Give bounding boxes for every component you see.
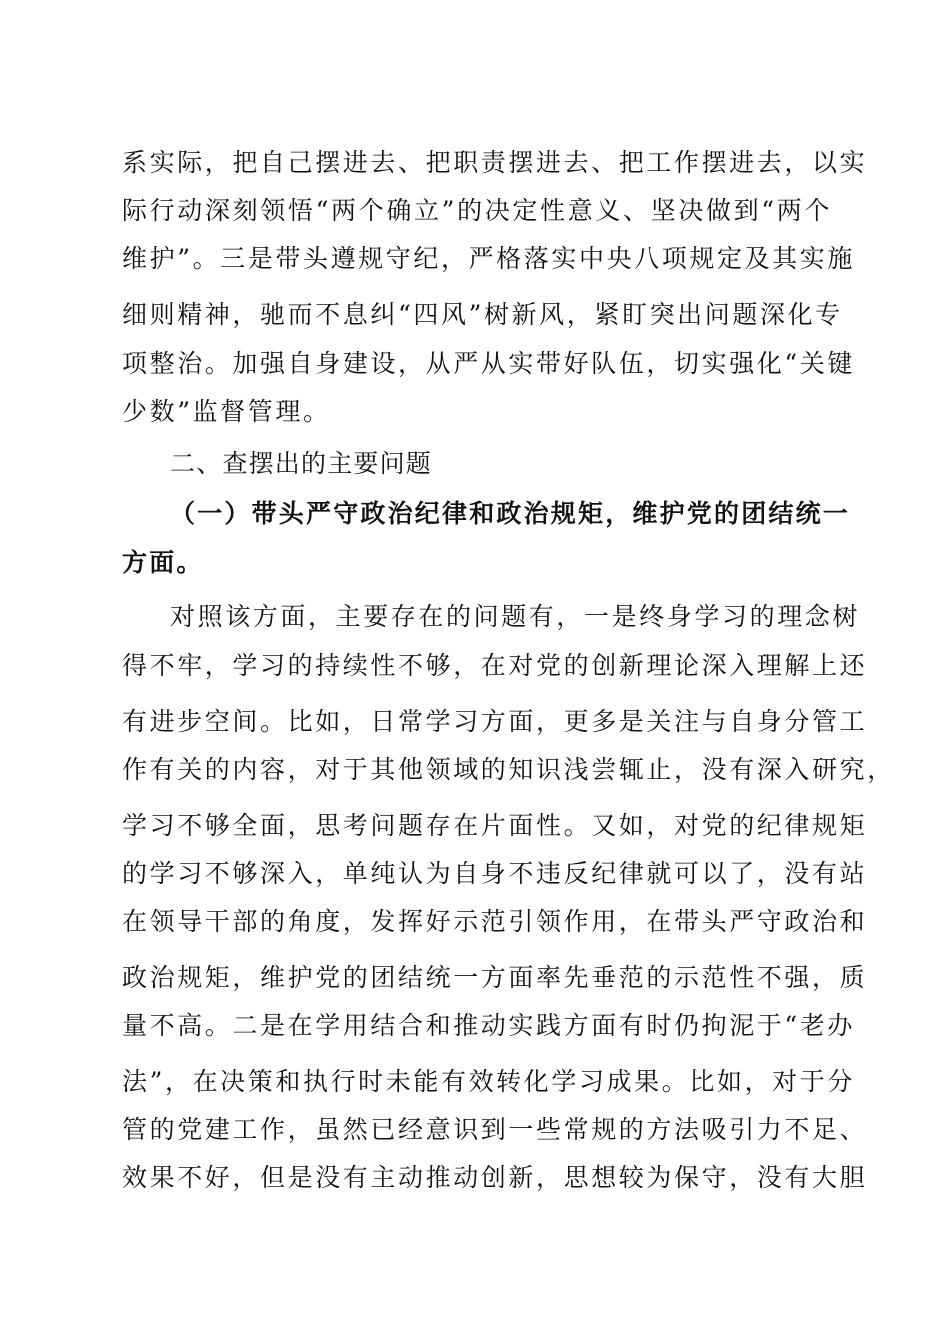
intro-line-2: 际行动深刻领悟“两个确立”的决定性意义、坚决做到“两个 [122,196,832,225]
intro-line-5: 项整治。加强自身建设，从严从实带好队伍，切实强化“关键 [122,349,855,378]
body-line-1: 对照该方面，主要存在的问题有，一是终身学习的理念树 [170,602,861,631]
section-heading: 二、查摆出的主要问题 [170,449,433,478]
body-line-11: 管的党建工作，虽然已经意识到一些常规的方法吸引力不足、 [122,1115,868,1144]
body-line-7: 在领导干部的角度，发挥好示范引领作用，在带头严守政治和 [122,907,868,936]
intro-line-6: 少数”监督管理。 [122,397,331,426]
body-line-12: 效果不好，但是没有主动推动创新，思想较为保守，没有大胆 [122,1163,868,1192]
body-line-3: 有进步空间。比如，日常学习方面，更多是关注与自身分管工 [122,707,868,736]
subsection-heading-line-1: （一）带头严守政治纪律和政治规矩，维护党的团结统一 [170,499,851,528]
intro-line-3: 维护”。三是带头遵规守纪，严格落实中央八项规定及其实施 [122,244,855,273]
body-line-4: 作有关的内容，对于其他领域的知识浅尝辄止，没有深入研究， [122,755,895,784]
body-line-10: 法”，在决策和执行时未能有效转化学习成果。比如，对于分 [122,1067,855,1096]
body-line-6: 的学习不够深入，单纯认为自身不违反纪律就可以了，没有站 [122,859,868,888]
intro-line-1: 系实际，把自己摆进去、把职责摆进去、把工作摆进去，以实 [122,148,868,177]
body-line-5: 学习不够全面，思考问题存在片面性。又如，对党的纪律规矩 [122,811,868,840]
body-line-9: 量不高。二是在学用结合和推动实践方面有时仍拘泥于“老办 [122,1011,855,1040]
body-line-8: 政治规矩，维护党的团结统一方面率先垂范的示范性不强，质 [122,963,868,992]
subsection-heading-line-2: 方面。 [122,548,204,577]
intro-line-4: 细则精神，驰而不息纠“四风”树新风，紧盯突出问题深化专 [122,300,843,329]
body-line-2: 得不牢，学习的持续性不够，在对党的创新理论深入理解上还 [122,651,868,680]
